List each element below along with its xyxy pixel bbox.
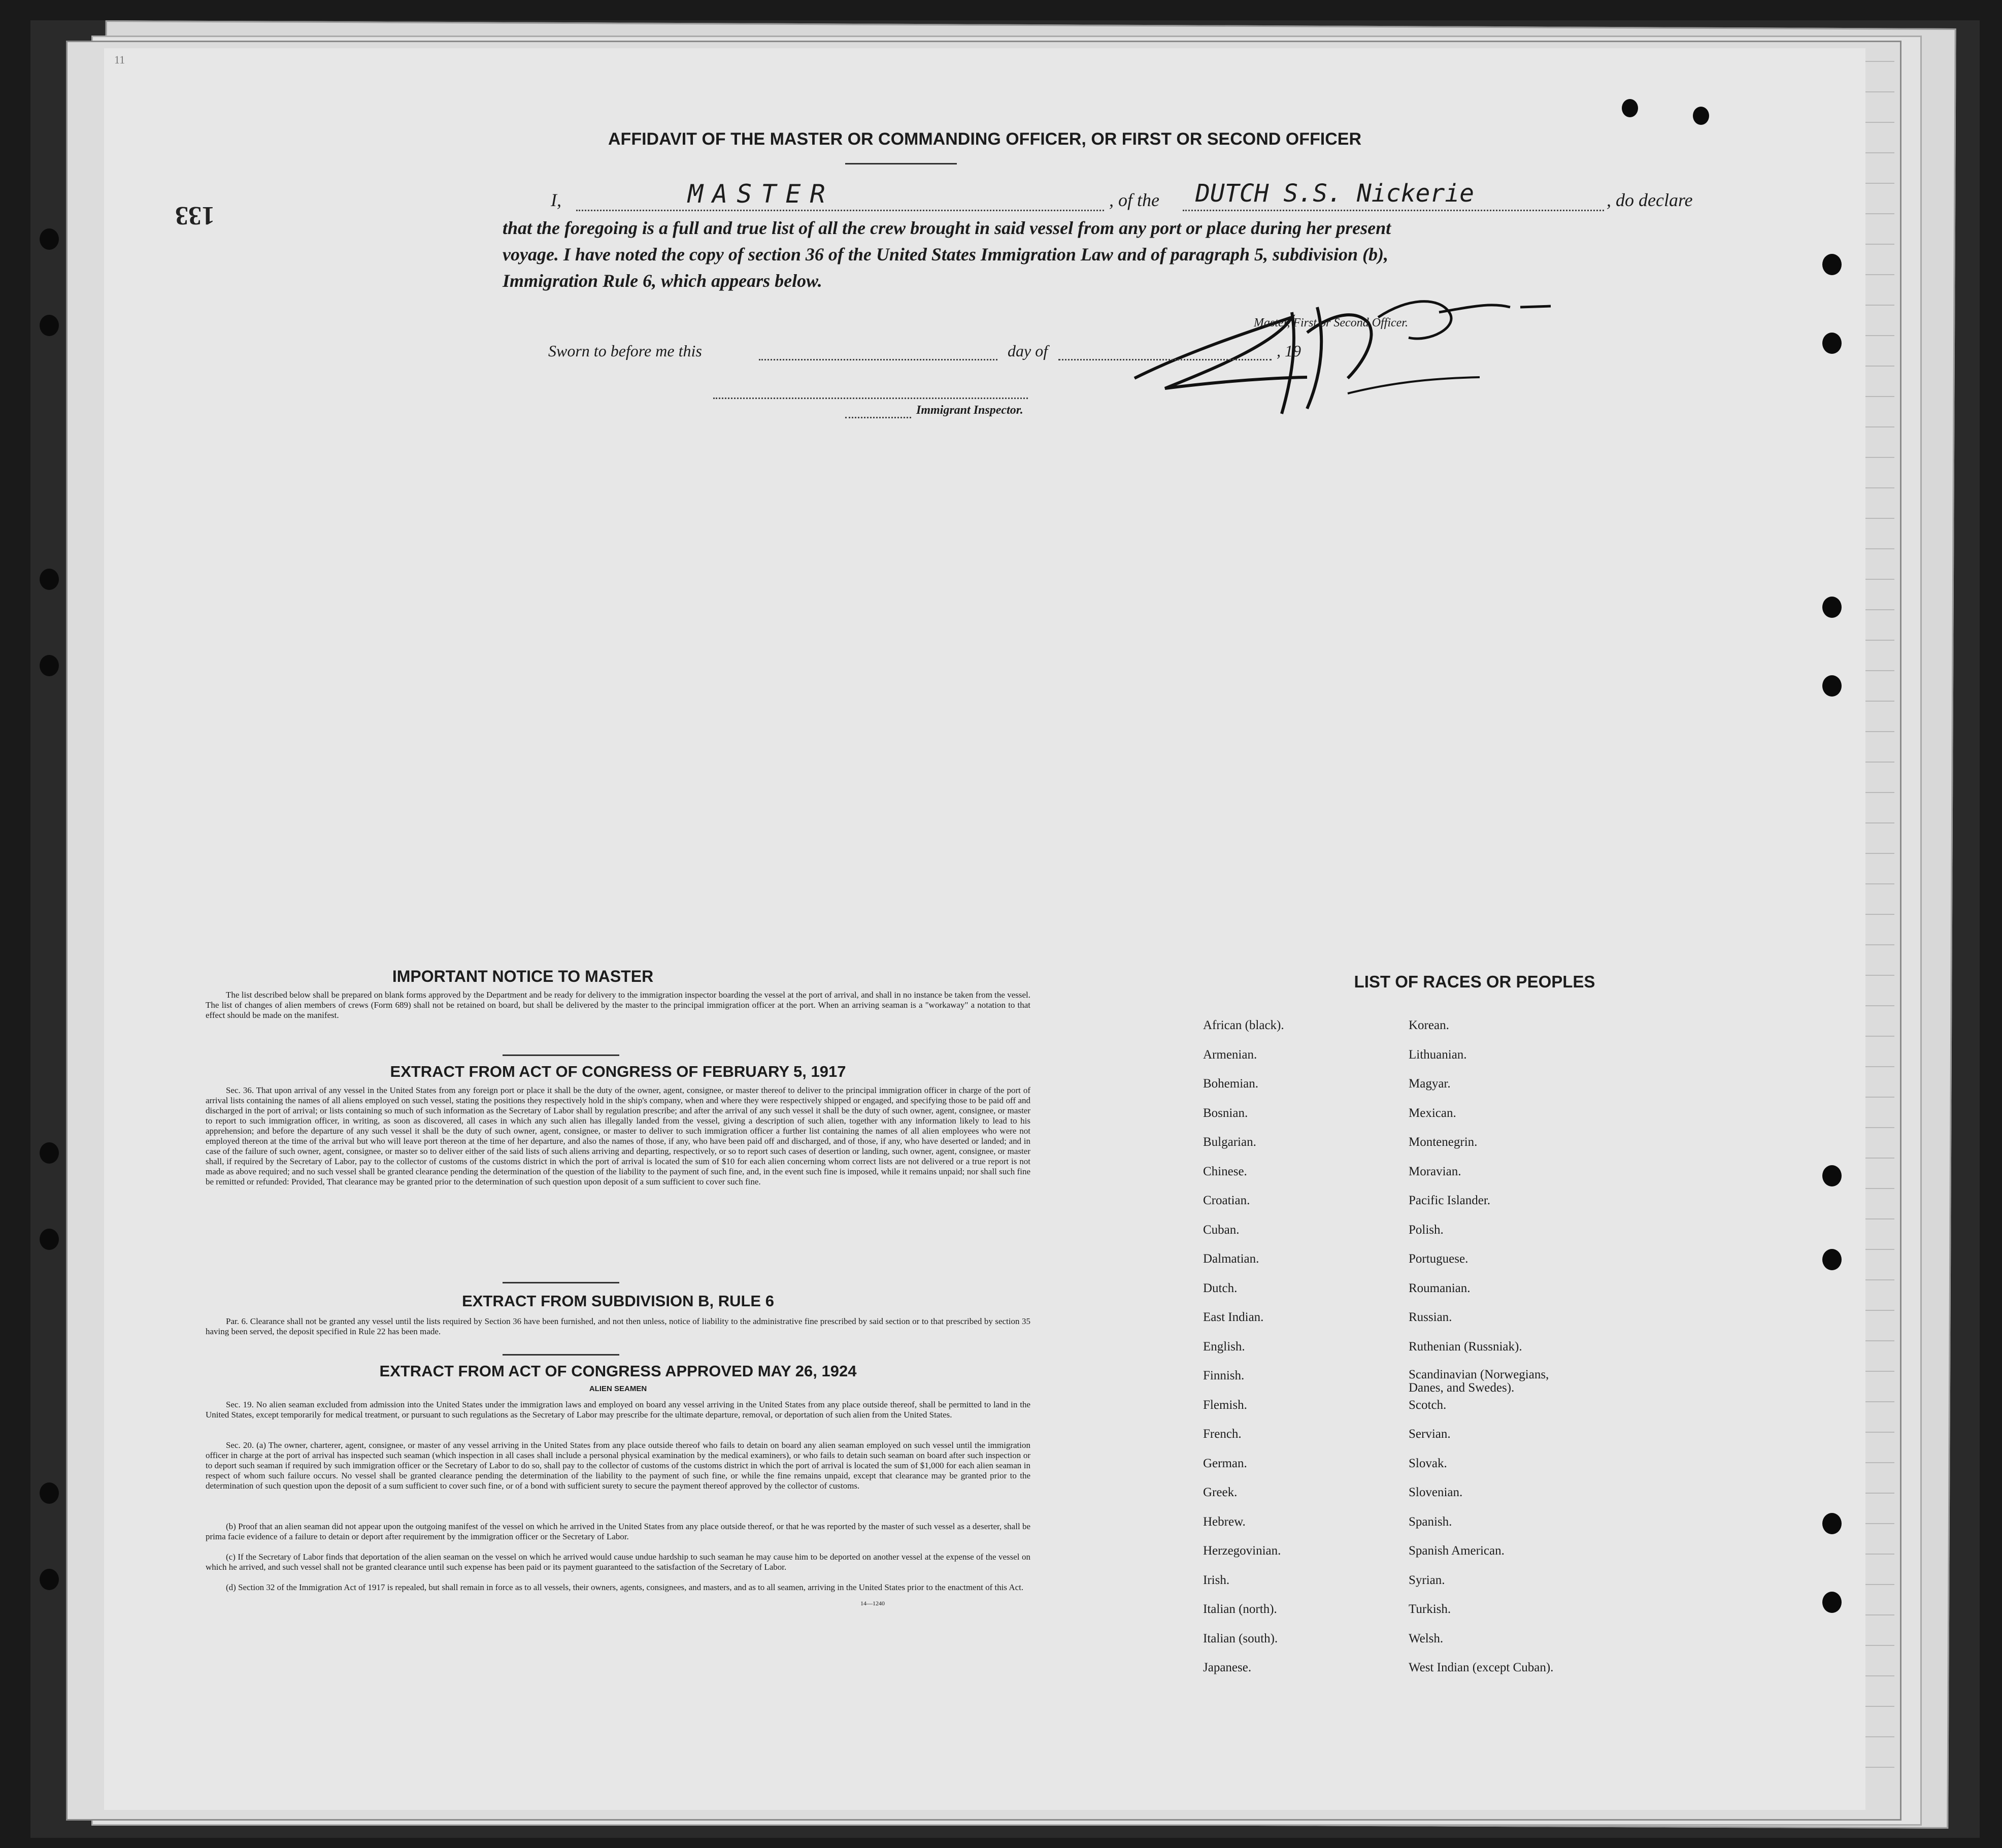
- race-item: Herzegovinian.: [1203, 1544, 1281, 1558]
- race-item: Dutch.: [1203, 1281, 1238, 1295]
- race-item: African (black).: [1203, 1018, 1284, 1032]
- race-item: Spanish American.: [1409, 1544, 1505, 1558]
- race-item: Montenegrin.: [1409, 1135, 1478, 1149]
- race-item: West Indian (except Cuban).: [1409, 1661, 1554, 1674]
- race-item: Welsh.: [1409, 1631, 1444, 1645]
- race-item: Spanish.: [1409, 1514, 1452, 1529]
- binder-hole: [40, 1569, 59, 1590]
- affidavit-line-4: Immigration Rule 6, which appears below.: [503, 271, 822, 291]
- race-item: Pacific Islander.: [1409, 1194, 1491, 1207]
- race-item: Flemish.: [1203, 1398, 1247, 1412]
- binder-hole: [1822, 1249, 1842, 1270]
- extract-1917-text: Sec. 36. That upon arrival of any vessel in the United States from any foreign port or place it shall be the duty of the owner, agent, consignee, or master thereof to deliver to the principal immigration officer in charge of the port of arrival lists containing the names of all aliens employed on such vessel, stating the positions they respectively hold in the ship's company, when and where they were respectively shipped or engaged, and specifying those to be paid off and discharged in the port of arrival; or lists containing so much of such information as the Secretary of Labor shall by regulation prescribe; and after the arrival of any such vessel it shall be the duty of such owner, agent, consignee, or master to report to such immigration officer, in writing, as soon as discovered, all cases in which any such alien has illegally landed from the vessel, giving a description of such alien, together with any information likely to lead to his apprehension; and before the departure of any such vessel it shall be the duty of such owner, agent, consignee, or master to deliver to such immigration officer a further list containing the names of all alien employees who were not employed thereon at the time of the arrival but who will leave port thereon at the time of her departure, and also the names of those, if any, who have been paid off and discharged, and of those, if any, who have deserted or landed; and in case of the failure of such owner, agent, consignee, or master so to deliver either of the said lists of such aliens arriving and departing, respectively, or so to report such cases of desertion or landing, such owner, agent, consignee, or master shall, if required by the Secretary of Labor, pay to the collector of customs of the customs district in which the port of arrival is located the sum of $10 for each alien concerning whom correct lists are not delivered or a true report is not made as above required; and no such vessel shall be granted clearance pending the determination of the question of the liability to the payment of such fine, and, in the event such fine is imposed, while it remains unpaid; nor shall such fine be remitted or refunded: Provided, That clearance may be granted prior to the determination of such question upon deposit of a sum sufficient to cover such fine.: [206, 1085, 1030, 1186]
- binder-hole: [1822, 1513, 1842, 1534]
- race-item: Slovenian.: [1409, 1486, 1463, 1499]
- race-item: Turkish.: [1409, 1602, 1451, 1616]
- sec-20a-text: Sec. 20. (a) The owner, charterer, agent, consignee, or master of any vessel arriving in the United States from any place outside thereof who fails to detain on board any alien seaman employed on such vessel until the immigration officer in charge at the port of arrival has inspected such seaman (which inspection in all cases shall include a personal physical examination by the medical examiners), or who fails to detain such seaman on board after such inspection or to deport such seaman if required by such immigration officer or the Secretary of Labor to do so, shall pay to the collector of customs of the customs district in which the port of arrival is located the sum of $1,000 for each alien seaman in respect of whom such failure occurs. No vessel shall be granted clearance pending the determination of the liability to the payment of such fine, or while the fine remains unpaid, except that clearance may be granted prior to the determination of such question upon the deposit of a sum sufficient to cover such fine, or of a bond with sufficient surety to secure the payment thereof approved by the collector of customs.: [206, 1440, 1030, 1491]
- sec-20d-text: (d) Section 32 of the Immigration Act of 1917 is repealed, but shall remain in force as to all vessels, their owners, agents, consignees, and masters, and as to all seamen, arriving in the United States prior to the enactment of this Act.: [226, 1582, 1024, 1592]
- binder-hole: [40, 315, 59, 336]
- race-item: Greek.: [1203, 1486, 1238, 1499]
- notice-text: The list described below shall be prepared on blank forms approved by the Department and be ready for delivery to the immigration inspector boarding the vessel at the port of arrival, and shall in no instance be taken from the vessel. The list of changes of alien members of crews (Form 689) shall not be retained on board, but shall be delivered by the master to the principal immigration officer at the port. When an arriving seaman is a "workaway" a notation to that effect should be made on the manifest.: [206, 990, 1030, 1020]
- binder-hole: [1822, 333, 1842, 354]
- race-item: Roumanian.: [1409, 1281, 1471, 1295]
- race-item: Lithuanian.: [1409, 1047, 1467, 1062]
- binder-hole: [40, 1229, 59, 1250]
- race-item: Polish.: [1409, 1223, 1444, 1237]
- document-page: [104, 48, 1865, 1810]
- race-item: Armenian.: [1203, 1047, 1257, 1062]
- race-item: French.: [1203, 1427, 1242, 1441]
- binder-hole: [1622, 99, 1638, 117]
- sec-20b-text: (b) Proof that an alien seaman did not appear upon the outgoing manifest of the vessel on which he arrived in the United States from any place outside thereof, or that he was reported by the master of such vessel as a deserter, shall be prima facie evidence of a failure to detain or deport after requirement by the immigration officer or the Secretary of Labor.: [206, 1522, 1030, 1541]
- race-item: Bosnian.: [1203, 1106, 1248, 1120]
- sworn-month-line: [1058, 359, 1272, 360]
- race-item: Moravian.: [1409, 1164, 1461, 1178]
- binder-hole: [40, 569, 59, 590]
- inspector-short-line: [845, 417, 911, 418]
- race-item: East Indian.: [1203, 1310, 1264, 1324]
- race-item: Scandinavian (Norwegians, Danes, and Swedes).: [1409, 1368, 1549, 1395]
- vessel-name-handwritten: DUTCH S.S. Nickerie: [1195, 179, 1475, 208]
- section-rule: [503, 1354, 619, 1356]
- races-right-column: [1409, 1018, 1601, 1690]
- race-item: Bulgarian.: [1203, 1135, 1256, 1149]
- affidavit-line-3: voyage. I have noted the copy of section 36 of the United States Immigration Law and of paragraph 5, subdivision (b),: [503, 244, 1388, 265]
- race-item: Servian.: [1409, 1427, 1451, 1441]
- race-item: Scotch.: [1409, 1398, 1447, 1412]
- binder-hole: [1822, 1165, 1842, 1186]
- race-item: Chinese.: [1203, 1164, 1247, 1178]
- extract-rule6-text: Par. 6. Clearance shall not be granted any vessel until the lists required by Section 36 have been furnished, and not then unless, notice of liability to the administrative fine prescribed by said section or to that prescribed by section 35 having been served, the deposit specified in Rule 22 has been made.: [206, 1316, 1030, 1336]
- race-item: English.: [1203, 1339, 1245, 1354]
- races-heading: LIST OF RACES OR PEOPLES: [1354, 972, 1595, 991]
- inspector-signature-line: [713, 398, 1028, 399]
- race-item: Italian (north).: [1203, 1602, 1277, 1616]
- races-left-column: [1203, 1018, 1396, 1690]
- race-item: Syrian.: [1409, 1573, 1445, 1587]
- binder-hole: [40, 1482, 59, 1504]
- race-item: Croatian.: [1203, 1194, 1250, 1207]
- affidavit-title: AFFIDAVIT OF THE MASTER OR COMMANDING OFFICER, OR FIRST OR SECOND OFFICER: [608, 129, 1361, 149]
- stamped-page-number: 133: [175, 201, 215, 230]
- officer-name-line: [576, 210, 1104, 211]
- alien-seamen-subheading: ALIEN SEAMEN: [589, 1384, 647, 1393]
- binder-hole: [40, 228, 59, 250]
- race-item: Slovak.: [1409, 1456, 1447, 1470]
- extract-1917-heading: EXTRACT FROM ACT OF CONGRESS OF FEBRUARY 5, 1917: [390, 1063, 846, 1080]
- race-item: Mexican.: [1409, 1106, 1456, 1120]
- signature-caption: Master, First or Second Officer.: [1254, 316, 1408, 329]
- vessel-name-line: [1183, 210, 1604, 211]
- extract-1924-heading: EXTRACT FROM ACT OF CONGRESS APPROVED MAY 26, 1924: [379, 1362, 857, 1380]
- race-item: Cuban.: [1203, 1223, 1240, 1237]
- race-item: Russian.: [1409, 1310, 1452, 1324]
- race-item: Finnish.: [1203, 1369, 1245, 1382]
- handwritten-signature: [1124, 261, 1581, 429]
- day-of-label: day of: [1008, 342, 1048, 360]
- binder-hole: [40, 655, 59, 676]
- race-item: Korean.: [1409, 1018, 1449, 1032]
- form-number: 14—1240: [860, 1600, 885, 1607]
- section-rule: [503, 1054, 619, 1056]
- do-declare-label: , do declare: [1607, 190, 1693, 210]
- binder-hole: [1822, 254, 1842, 275]
- extract-rule6-heading: EXTRACT FROM SUBDIVISION B, RULE 6: [462, 1292, 774, 1310]
- binder-hole: [1822, 597, 1842, 618]
- year-label: , 19: [1277, 342, 1301, 360]
- race-item: Dalmatian.: [1203, 1252, 1259, 1266]
- binder-hole: [1822, 1592, 1842, 1613]
- race-item: Italian (south).: [1203, 1631, 1278, 1645]
- affidavit-line-2: that the foregoing is a full and true list of all the crew brought in said vessel from any port or place during her present: [503, 218, 1391, 238]
- officer-name-handwritten: MASTER: [688, 179, 835, 209]
- inspector-caption: Immigrant Inspector.: [916, 404, 1023, 417]
- corner-note: 11: [114, 53, 125, 66]
- race-item: Portuguese.: [1409, 1252, 1469, 1266]
- sworn-label: Sworn to before me this: [548, 342, 702, 360]
- of-the-label: , of the: [1109, 190, 1159, 210]
- notice-heading: IMPORTANT NOTICE TO MASTER: [392, 967, 654, 985]
- race-item: Irish.: [1203, 1573, 1230, 1587]
- binder-hole: [40, 1142, 59, 1164]
- binder-hole: [1693, 107, 1709, 125]
- title-underline: [845, 163, 957, 164]
- race-item: Japanese.: [1203, 1661, 1252, 1674]
- race-item: German.: [1203, 1456, 1247, 1470]
- affidavit-intro: I,: [551, 190, 561, 210]
- sworn-day-line: [759, 359, 997, 360]
- race-item: Ruthenian (Russniak).: [1409, 1339, 1522, 1354]
- binder-hole: [1822, 675, 1842, 697]
- race-item: Magyar.: [1409, 1077, 1451, 1091]
- sec-20c-text: (c) If the Secretary of Labor finds that deportation of the alien seaman on the vessel on which he arrived would cause undue hardship to such seaman he may cause him to be deported on another vessel at the expense of the vessel on which he arrived, and such vessel shall not be granted clearance until such expense has been paid or its payment guaranteed to the satisfaction of the Secretary of Labor.: [206, 1552, 1030, 1572]
- sec-19-text: Sec. 19. No alien seaman excluded from admission into the United States under the immigration laws and employed on board any vessel arriving in the United States from any place outside thereof, shall be permitted to land in the United States, except temporarily for medical treatment, or pursuant to such regulations as the Secretary of Labor may prescribe for the ultimate departure, removal, or deportation of such alien from the United States.: [206, 1400, 1030, 1420]
- race-item: Hebrew.: [1203, 1514, 1246, 1529]
- race-item: Bohemian.: [1203, 1077, 1259, 1091]
- section-rule: [503, 1282, 619, 1283]
